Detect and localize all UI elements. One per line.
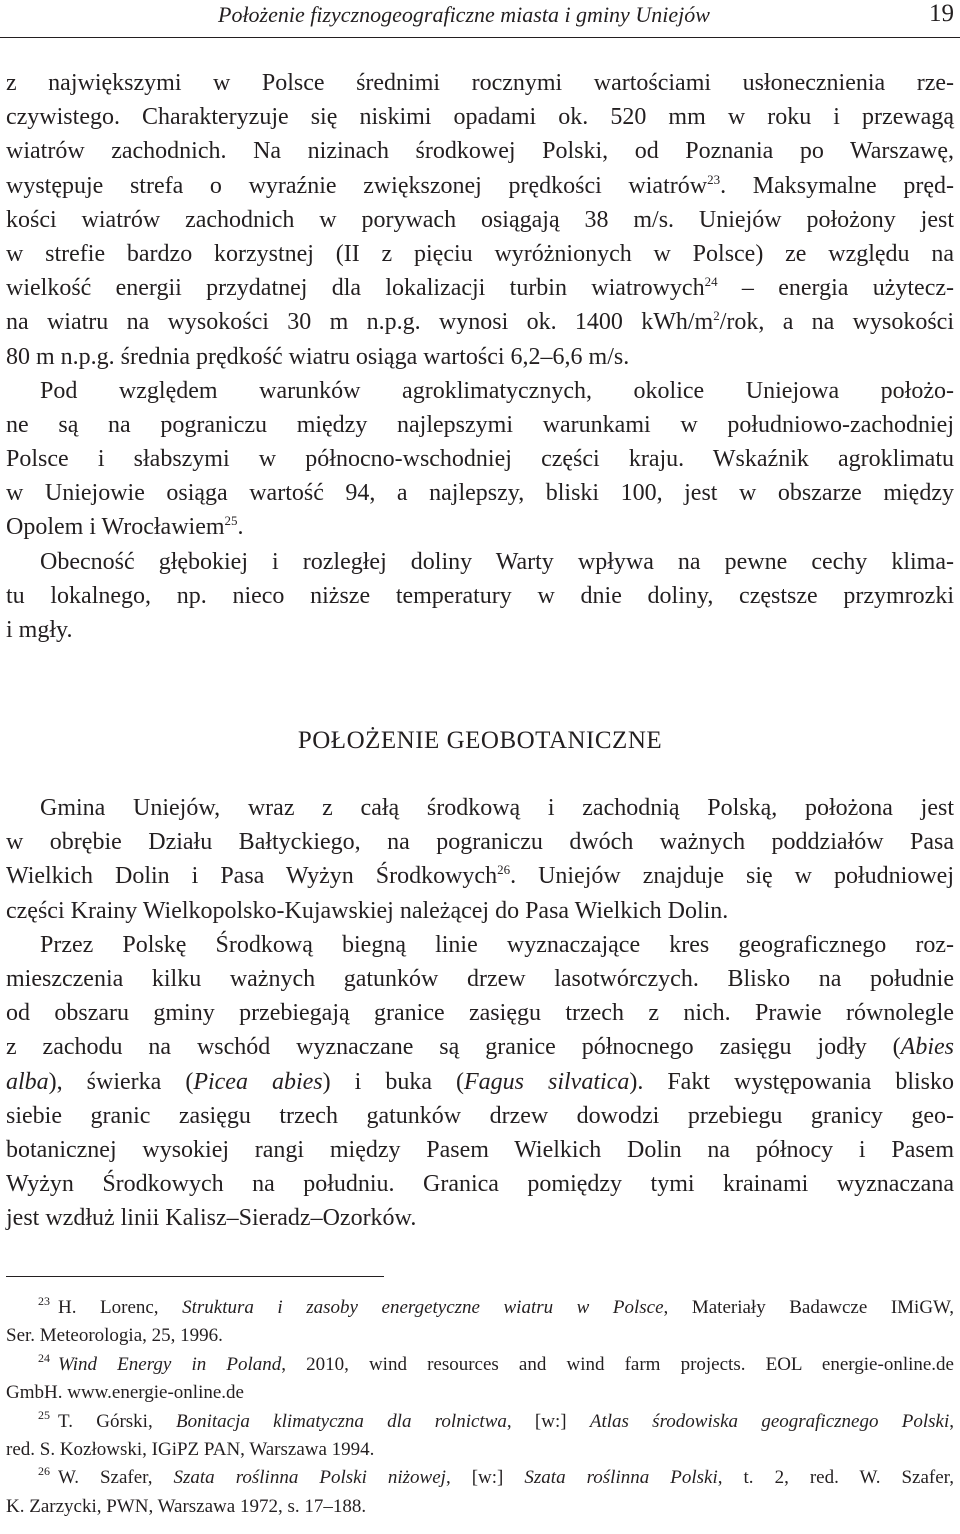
footnote-25: $^{25}$ T. Górski, Bonitacja klimatyczna dla rolnictwa, [w:] Atlas środowiska geograficznego Polski, [38,1407,954,1432]
footnote-ref[interactable]: 24 [704,274,718,290]
text-line: Gmina Uniejów, wraz z całą środkową i zachodnią Polską, położona jest [40,795,954,821]
text-line: i mgły. [6,617,73,643]
footnote-separator [6,1276,384,1277]
footnote-23: $^{23}$ H. Lorenc, Struktura i zasoby energetyczne wiatru w Polsce, Materiały Badawcze IMiGW, [38,1294,954,1318]
text-line: jest wzdłuż linii Kalisz–Sieradz–Ozorków. [6,1205,417,1232]
text-line: części Krainy Wielkopolsko-Kujawskiej należącej do Pasa Wielkich Dolin. [6,897,729,924]
text-line: w strefie bardzo korzystnej (II z pięciu wyróżnionych w Polsce) ze względu na [6,240,954,267]
footnote-ref[interactable]: 25 [224,513,238,529]
text-line: w obrębie Działu Bałtyckiego, na pograniczu dwóch ważnych poddziałów Pasa [6,829,954,856]
text-line: Wielkich Dolin i Pasa Wyżyn Środkowych$^{26}$. Uniejów znajduje się w południowej [6,862,954,890]
text-line: ne są na pograniczu między najlepszymi warunkami w południowo-zachodniej [6,411,954,438]
text-line: Polsce i słabszymi w północno-wschodniej części kraju. Wskaźnik agroklimatu [6,446,954,473]
footnote-ref[interactable]: 26 [497,862,511,878]
text-line: Opolem i Wrocławiem$^{25}$. [6,513,244,541]
text-line: tu lokalnego, np. nieco niższe temperatury w dnie doliny, częstsze przymrozki [6,582,954,609]
text-line: Pod względem warunków agroklimatycznych, okolice Uniejowa położo- [40,377,954,404]
footnotes [6,1294,954,1521]
text-line: botanicznej wysokiej rangi między Pasem Wielkich Dolin na północy i Pasem [6,1136,954,1163]
text-line: wiatrów zachodnich. Na nizinach środkowej Polski, od Poznania po Warszawę, [6,138,954,165]
text-line: alba), świerka (Picea abies) i buka (Fagus silvatica). Fakt występowania blisko [6,1068,954,1095]
page-header [0,0,960,38]
section-heading: POŁOŻENIE GEOBOTANICZNE [297,727,663,754]
text-line: występuje strefa o wyraźnie zwiększonej prędkości wiatrów$^{23}$. Maksymalne pręd- [6,171,955,199]
text-line: Przez Polskę Środkową biegną linie wyznaczające kres geograficznego roz- [40,931,954,958]
footnote-24: $^{24}$ Wind Energy in Poland, 2010, wind resources and wind farm projects. EOL energie-online.de [38,1350,954,1375]
text-line: od obszaru gminy przebiegają granice zasięgu trzech z nich. Prawie równolegle [6,1000,954,1027]
text-line: na wiatru na wysokości 30 m n.p.g. wynosi ok. 1400 kWh/$m^2$/rok, a na wysokości [6,308,954,336]
superscript: 2 [713,308,720,324]
text-line: czywistego. Charakteryzuje się niskimi opadami ok. 520 mm w roku i przewagą [6,104,954,131]
text-line: w Uniejowie osiąga wartość 94, a najlepszy, bliski 100, jest w obszarze między [6,480,954,507]
text-line: wielkość energii przydatnej dla lokalizacji turbin wiatrowych$^{24}$ – energia użytecz- [6,274,954,302]
text-line: siebie granic zasięgu trzech gatunków drzew dowodzi przebiegu granicy geo- [6,1102,954,1129]
body-text-geobotany [6,791,954,1235]
body-text-climate [6,66,954,647]
footnote-ref[interactable]: 23 [707,171,721,187]
text-line: 80 m n.p.g. średnia prędkość wiatru osiąga wartości 6,2–6,6 m/s. [6,343,630,370]
running-head: Położenie fizycznogeograficzne miasta i gminy Uniejów [218,2,710,27]
text-line: z największymi w Polsce średnimi rocznymi wartościami usłonecznienia rze- [6,70,954,96]
text-line: Obecność głębokiej i rozległej doliny Warty wpływa na pewne cechy klima- [40,548,954,575]
text-line: Wyżyn Środkowych na południu. Granica pomiędzy tymi krainami wyznaczana [6,1171,954,1198]
text-line: kości wiatrów zachodnich w porywach osiągają 38 m/s. Uniejów położony jest [6,206,954,233]
footnote-25-cont: red. S. Kozłowski, IGiPZ PAN, Warszawa 1994. [6,1438,375,1460]
footnote-26: $^{26}$ W. Szafer, Szata roślinna Polski niżowej, [w:] Szata roślinna Polski, t. 2, red. W. Szafer, [38,1464,955,1489]
text-line: mieszczenia kilku ważnych gatunków drzew lasotwórczych. Blisko na południe [6,965,954,992]
footnote-23-cont: Ser. Meteorologia, 25, 1996. [6,1325,223,1347]
page-number: 19 [929,0,954,27]
footnote-26-cont: K. Zarzycki, PWN, Warszawa 1972, s. 17–188. [6,1495,367,1517]
text-line: z zachodu na wschód wyznaczane są granice północnego zasięgu jodły (Abies [6,1034,954,1061]
footnote-24-cont: GmbH. www.energie-online.de [6,1382,244,1404]
